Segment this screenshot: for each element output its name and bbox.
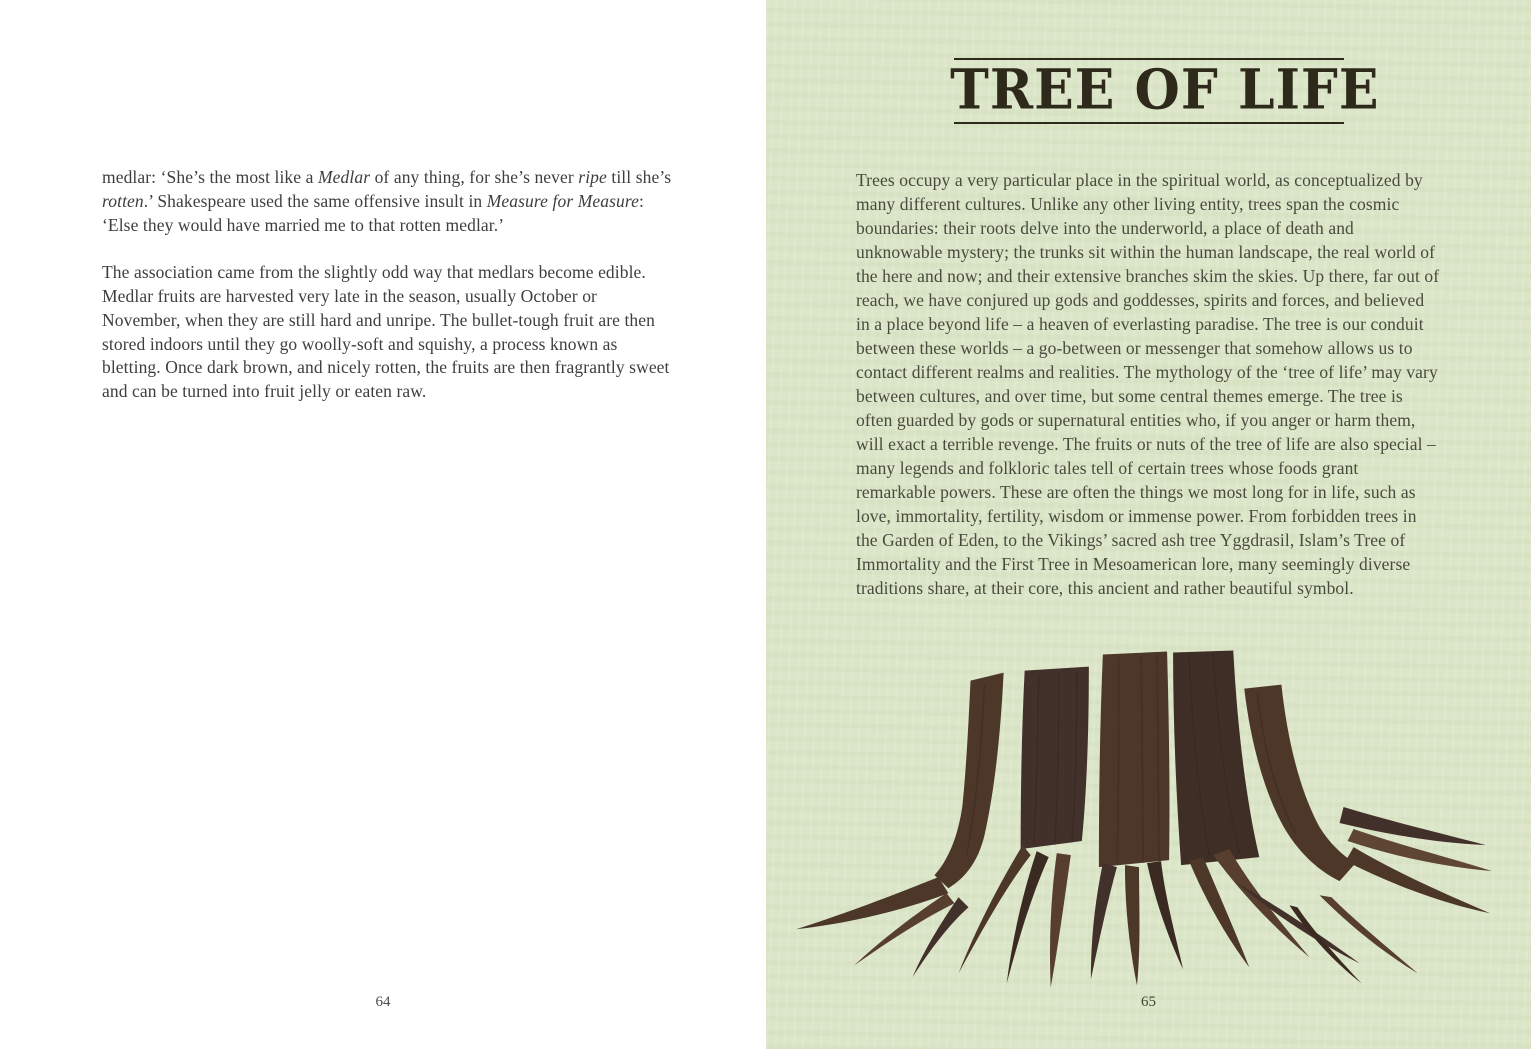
- page-number-left: 64: [375, 994, 391, 1010]
- left-page-body: [102, 166, 678, 428]
- chapter-title-block: [949, 57, 1380, 124]
- right-page-body: Trees occupy a very particular place in the spiritual world, as conceptualized by many different cultures. Unlike any other living entity, trees span the cosmic boundaries: their roots delve into the underworld, a place of death and unknowable mystery; the trunks sit within the human landscape, the real world of the here and now; and their extensive branches skim the skies. Up there, far out of reach, we have conjured up gods and goddesses, spirits and forces, and believed in a place beyond life – a heaven of everlasting paradise. The tree is our conduit between these worlds – a go-between or messenger that somehow allows us to contact different realms and realities. The mythology of the ‘tree of life’ may vary between cultures, and over time, but some central themes emerge. The tree is often guarded by gods or supernatural entities who, if you anger or harm them, will exact a terrible revenge. The fruits or nuts of the tree of life are also special – many legends and folkloric tales tell of certain trees whose foods grant remarkable powers. These are often the things we most long for in life, such as love, immortality, fertility, wisdom or immense power. From forbidden trees in the Garden of Eden, to the Vikings’ sacred ash tree Yggdrasil, Islam’s Tree of Immortality and the First Tree in Mesoamerican lore, many seemingly diverse traditions share, at their core, this ancient and rather beautiful symbol.: [856, 170, 1440, 598]
- paragraph-medlar-quote: medlar: ‘She’s the most like a Medlar of any thing, for she’s never ripe till she’s rotten.’ Shakespeare used the same offensive insult in Measure for Measure: ‘Else they would have married me to that rotten medlar.’: [102, 167, 672, 235]
- paragraph-medlar-bletting: The association came from the slightly odd way that medlars become edible. Medlar fruits are harvested very late in the season, usually October or November, when they are still hard and unripe. The bullet-tough fruit are then stored indoors until they go woolly-soft and squishy, a process known as bletting. Once dark brown, and nicely rotten, the fruits are then fragrantly sweet and can be turned into fruit jelly or eaten raw.: [102, 262, 670, 402]
- page-number-right: 65: [1141, 994, 1156, 1010]
- tree-stump-illustration: [788, 644, 1500, 996]
- right-page: [766, 0, 1531, 1049]
- chapter-title: TREE OF LIFE: [949, 57, 1380, 123]
